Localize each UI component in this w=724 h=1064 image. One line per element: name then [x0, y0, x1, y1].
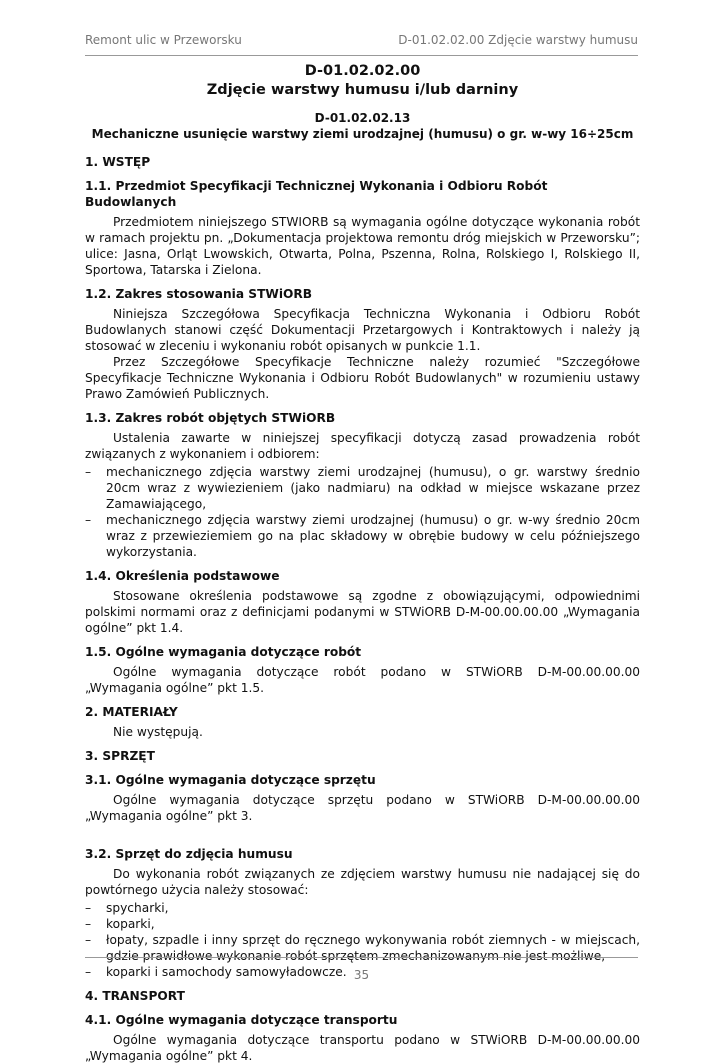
page-header [85, 33, 638, 56]
section-heading-4-1: 4.1. Ogólne wymagania dotyczące transportu [85, 1013, 398, 1027]
section-heading-1: 1. WSTĘP [85, 155, 151, 169]
paragraph-2: Nie występują. [113, 725, 203, 739]
spacer [85, 824, 640, 838]
page-footer [85, 957, 638, 982]
section-heading-1-1: 1.1. Przedmiot Specyfikacji Technicznej Wykonania i Odbioru Robót Budowlanych [85, 179, 548, 209]
paragraph-1-2-a: Niniejsza Szczegółowa Specyfikacja Techniczna Wykonania i Odbioru Robót Budowlanych stanowi część Dokumentacji Przetargowych i Kontraktowych i należy ją stosować w zleceniu i wykonaniu robót opisanych w punkcie 1.1. [85, 307, 640, 353]
scope-list [85, 464, 640, 560]
paragraph-1-4: Stosowane określenia podstawowe są zgodne z obowiązującymi, odpowiednimi polskimi normami oraz z definicjami podanymi w STWiORB D-M-00.00.00.00 „Wymagania ogólne” pkt 1.4. [85, 589, 640, 635]
header-document-code: D-01.02.02.00 Zdjęcie warstwy humusu [398, 33, 638, 47]
section-heading-1-4: 1.4. Określenia podstawowe [85, 569, 280, 583]
paragraph-1-2-b: Przez Szczegółowe Specyfikacje Techniczne należy rozumieć "Szczegółowe Specyfikacje Techniczne Wykonania i Odbioru Robót Budowlanych" w rozumieniu ustawy Prawo Zamówień Publicznych. [85, 355, 640, 401]
list-item: – spycharki, [85, 900, 640, 916]
list-item: – mechanicznego zdjęcia warstwy ziemi urodzajnej (humusu), o gr. warstwy średnio 20cm wraz z wywiezieniem (jako nadmiaru) na odkład w miejsce wskazane przez Zamawiającego, [85, 464, 640, 512]
list-item: – koparki, [85, 916, 640, 932]
section-heading-1-2: 1.2. Zakres stosowania STWiORB [85, 287, 313, 301]
list-item: – koparki i samochody samowyładowcze. [85, 964, 640, 980]
section-heading-3-1: 3.1. Ogólne wymagania dotyczące sprzętu [85, 773, 376, 787]
document-title: Zdjęcie warstwy humusu i/lub darniny [206, 82, 519, 98]
page-number: 35 [353, 968, 370, 982]
paragraph-1-1: Przedmiotem niniejszego STWIORB są wymagania ogólne dotyczące wykonania robót w ramach projektu pn. „Dokumentacja projektowa remontu dróg miejskich w Przeworsku”; ulice: Jasna, Orląt Lwowskich, Otwarta, Polna, Pszenna, Rolna, Rolskiego I, Rolskiego II, Sportowa, Tatarska i Zielona. [85, 215, 640, 277]
paragraph-1-5: Ogólne wymagania dotyczące robót podano w STWiORB D-M-00.00.00.00 „Wymagania ogólne” pkt 1.5. [85, 665, 640, 695]
list-item: – mechanicznego zdjęcia warstwy ziemi urodzajnej (humusu) o gr. w-wy średnio 20cm wraz z przewieziemiem go na plac składowy w obrębie budowy w celu późniejszego wykorzystania. [85, 512, 640, 560]
section-heading-2: 2. MATERIAŁY [85, 705, 178, 719]
document-body [85, 62, 640, 1064]
section-heading-3-2: 3.2. Sprzęt do zdjęcia humusu [85, 847, 293, 861]
paragraph-1-3: Ustalenia zawarte w niniejszej specyfikacji dotyczą zasad prowadzenia robót związanych z wykonaniem i odbiorem: [85, 431, 640, 461]
section-heading-1-5: 1.5. Ogólne wymagania dotyczące robót [85, 645, 362, 659]
list-item: – łopaty, szpadle i inny sprzęt do ręcznego wykonywania robót ziemnych - w miejscach, gdzie prawidłowe wykonanie robót sprzętem zmechanizowanym nie jest możliwe, [85, 932, 640, 964]
section-heading-3: 3. SPRZĘT [85, 749, 155, 763]
document-code: D-01.02.02.00 [304, 63, 421, 79]
paragraph-3-1: Ogólne wymagania dotyczące sprzętu podano w STWiORB D-M-00.00.00.00 „Wymagania ogólne” pkt 3. [85, 793, 640, 823]
paragraph-4-1: Ogólne wymagania dotyczące transportu podano w STWiORB D-M-00.00.00.00 „Wymagania ogólne” pkt 4. [85, 1033, 640, 1063]
document-subtitle [85, 110, 640, 142]
subtitle-text: Mechaniczne usunięcie warstwy ziemi urodzajnej (humusu) o gr. w-wy 16÷25cm [91, 127, 634, 141]
header-project-name: Remont ulic w Przeworsku [85, 33, 242, 47]
paragraph-3-2: Do wykonania robót związanych ze zdjęciem warstwy humusu nie nadającej się do powtórnego użycia należy stosować: [85, 867, 640, 897]
subtitle-code: D-01.02.02.13 [314, 111, 411, 125]
section-heading-4: 4. TRANSPORT [85, 989, 185, 1003]
section-heading-1-3: 1.3. Zakres robót objętych STWiORB [85, 411, 336, 425]
